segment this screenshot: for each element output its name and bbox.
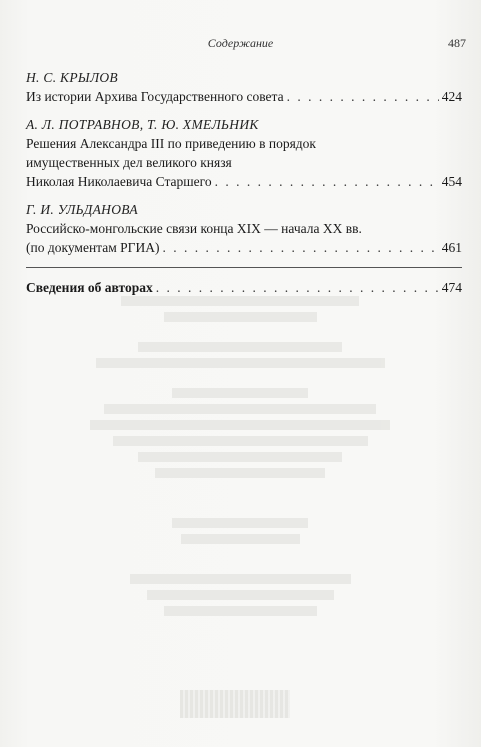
entry-title: Сведения об авторах [26, 280, 153, 295]
toc-entry[interactable] [26, 200, 462, 257]
entry-title-line [26, 134, 462, 153]
bleed-through-text [70, 290, 410, 622]
entry-title-line [26, 153, 462, 172]
entry-title: (по документам РГИА) [26, 240, 160, 255]
entry-author: Н. С. КРЫЛОВ [26, 70, 118, 85]
entry-title: Российско-монгольские связи конца XIX — начала XX вв. [26, 221, 362, 236]
leader-dots [156, 278, 439, 297]
toc-entry[interactable] [26, 115, 462, 191]
entry-title-line [26, 278, 462, 297]
toc-entry-authors[interactable] [26, 278, 462, 297]
entry-page: 461 [441, 240, 462, 255]
entry-page: 424 [441, 89, 462, 104]
leader-dots [287, 87, 439, 106]
entry-title-line [26, 172, 462, 191]
entry-page: 474 [441, 280, 462, 295]
entry-title: Решения Александра III по приведению в порядок [26, 136, 316, 151]
entry-title: Из истории Архива Государственного совета [26, 89, 284, 104]
entry-author: Г. И. УЛЬДАНОВА [26, 202, 138, 217]
page-number: 487 [448, 36, 466, 50]
section-divider [26, 267, 462, 268]
entry-title: Николая Николаевича Старшего [26, 174, 212, 189]
bleed-through-stamp [180, 690, 290, 718]
entry-title-line [26, 238, 462, 257]
entry-page: 454 [441, 174, 462, 189]
leader-dots [215, 172, 439, 191]
toc-entry[interactable] [26, 68, 462, 106]
entry-author: А. Л. ПОТРАВНОВ, Т. Ю. ХМЕЛЬНИК [26, 117, 259, 132]
entry-title-line [26, 219, 462, 238]
running-header-title: Содержание [207, 36, 274, 50]
leader-dots [162, 238, 438, 257]
table-of-contents [26, 68, 462, 306]
entry-title-line [26, 87, 462, 106]
entry-title: имущественных дел великого князя [26, 155, 232, 170]
